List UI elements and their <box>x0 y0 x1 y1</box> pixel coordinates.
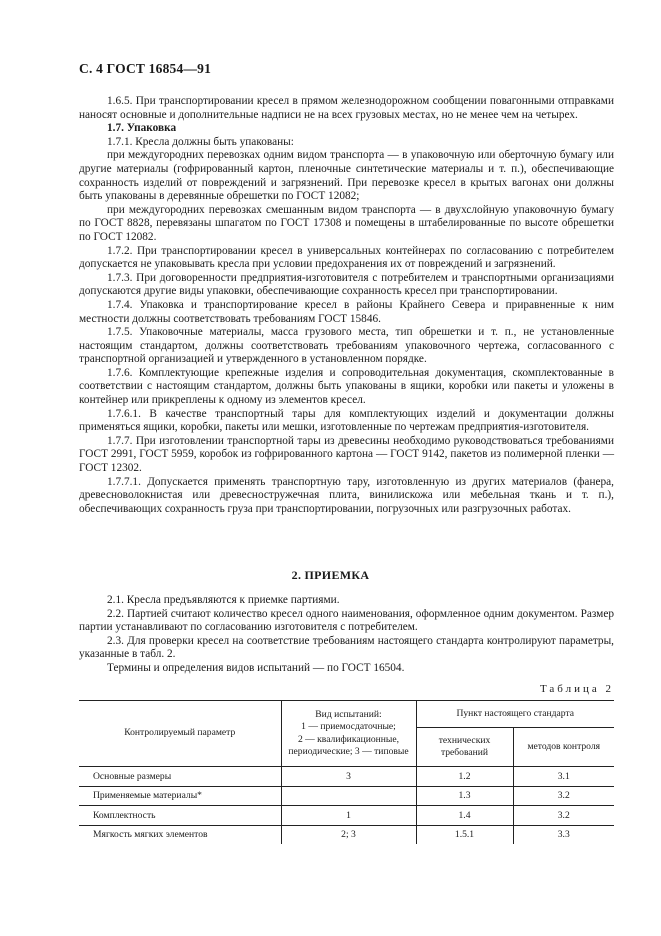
cell-method: 3.2 <box>513 806 614 826</box>
test-type-line: Вид испытаний: <box>315 708 382 720</box>
section-heading: 2. ПРИЕМКА <box>291 568 370 582</box>
table-row <box>79 825 614 844</box>
cell-method: 3.3 <box>513 825 614 844</box>
header-test-type <box>281 701 416 767</box>
cell-param: Применяемые материалы* <box>79 786 281 806</box>
section-1-text <box>79 95 614 516</box>
subsection-heading: 1.7. Упаковка <box>107 122 177 135</box>
paragraph: 1.6.5. При транспортировании кресел в прямом железнодорожном сообщении повагонными отправками наносят основные и дополнительные надписи не на всех грузовых местах, но не менее чем на четырех. <box>79 95 614 121</box>
table-row <box>79 786 614 806</box>
paragraph: 2.2. Партией считают количество кресел одного наименования, оформленное одним документом. Размер партии устанавливают по согласованию изготовителя с потребителем. <box>79 607 614 634</box>
test-type-line: 1 — приемосдаточные; <box>301 721 396 732</box>
paragraph: 1.7.1. Кресла должны быть упакованы: <box>107 135 294 148</box>
test-type-line: 2 — квалификационные, <box>297 733 400 745</box>
table-row <box>79 767 614 787</box>
table-caption: Таблица 2 <box>539 683 614 695</box>
cell-test: 3 <box>281 767 416 787</box>
paragraph: 1.7.3. При договоренности предприятия-изготовителя с потребителем и транспортными организациями допускаются другие виды упаковки, обеспечивающие сохранность кресел при транспортировании. <box>79 271 614 298</box>
paragraph: при междугородних перевозках смешанным видом транспорта — в двухслойную упаковочную бумагу по ГОСТ 8828, перевязаны шпагатом по ГОСТ 17308 и помещены в штабелированные по высоте обрешетки по ГОСТ 12082. <box>79 203 614 243</box>
parameters-table <box>79 700 614 844</box>
cell-tech: 1.5.1 <box>416 825 513 844</box>
cell-tech: 1.4 <box>416 806 513 826</box>
cell-param: Мягкость мягких элементов <box>93 829 208 841</box>
section-2-text <box>79 594 614 676</box>
paragraph: 1.7.5. Упаковочные материалы, масса грузового места, тип обрешетки и т. п., не установленные настоящим стандартом, должны соответствовать требованиям упаковочного чертежа, согласованного с транспортной организацией и утвержденного в установленном порядке. <box>79 326 614 366</box>
cell-test: 1 <box>281 806 416 826</box>
header-test-methods: методов контроля <box>513 728 614 767</box>
paragraph: 1.7.4. Упаковка и транспортирование кресел в районы Крайнего Севера и приравненные к ним местности должны соответствовать требованиям ГОСТ 15846. <box>79 298 614 325</box>
paragraph: при междугородних перевозках одним видом транспорта — в упаковочную или оберточную бумагу или другие материалы (гофрированный картон, пленочные синтетические материалы и т. п.), обеспечивающие сохранность изделий от повреждений и загрязнений. При перевозке кресел в крытых вагонах они должны быть упакованы в деревянные обрешетки по ГОСТ 12082; <box>79 149 614 203</box>
header-tech-requirements: технических требований <box>416 728 513 767</box>
paragraph: 1.7.7.1. Допускается применять транспортную тару, изготовленную из других материалов (фанера, древесноволокнистая или древесностружечная плита, винилискожа или мебельная ткань и т. п.), обеспечивающих сохранность груза при транспортировании, погрузочных или разгрузочных работах. <box>79 475 614 515</box>
cell-test <box>281 786 416 806</box>
paragraph: 2.1. Кресла предъявляются к приемке партиями. <box>107 594 340 606</box>
cell-param: Основные размеры <box>79 767 281 787</box>
header-clause: Пункт настоящего стандарта <box>416 701 614 728</box>
paragraph: 1.7.6. Комплектующие крепежные изделия и сопроводительная документация, скомплектованные в соответствии с настоящим стандартом, должны быть упакованы в ящики, коробки или пакеты и уложены в контейнер или прикреплены к одному из элементов кресел. <box>79 366 614 407</box>
cell-method: 3.2 <box>513 786 614 806</box>
cell-tech: 1.2 <box>416 767 513 787</box>
table-row <box>79 806 614 826</box>
cell-tech: 1.3 <box>416 786 513 806</box>
paragraph: Термины и определения видов испытаний — по ГОСТ 16504. <box>107 661 405 674</box>
paragraph: 1.7.7. При изготовлении транспортной тары из древесины необходимо руководствоваться требованиями ГОСТ 2991, ГОСТ 5959, коробок из гофрированного картона — ГОСТ 9142, пакетов из полимерной пленки — ГОСТ 12302. <box>79 434 614 475</box>
test-type-line: периодические; 3 — типовые <box>288 746 409 757</box>
page-header: С. 4 ГОСТ 16854—91 <box>79 61 212 76</box>
header-param: Контролируемый параметр <box>79 701 281 767</box>
cell-test: 2; 3 <box>281 825 416 844</box>
paragraph: 1.7.2. При транспортировании кресел в универсальных контейнерах по согласованию с потребителем допускается не упаковывать кресла при условии предохранения их от повреждений и загрязнений. <box>79 244 614 271</box>
paragraph: 2.3. Для проверки кресел на соответствие требованиям настоящего стандарта контролируют параметры, указанные в табл. 2. <box>79 634 614 661</box>
cell-param: Комплектность <box>79 806 281 826</box>
cell-method: 3.1 <box>513 767 614 787</box>
paragraph: 1.7.6.1. В качестве транспортный тары для комплектующих изделий и документации должны применяться ящики, коробки, пакеты или мешки, изготовленные по чертежам предприятия-изготовителя. <box>79 407 614 434</box>
